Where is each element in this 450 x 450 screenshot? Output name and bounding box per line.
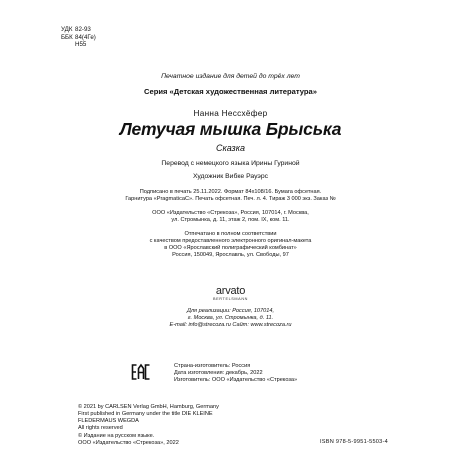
contacts-line: E-mail: info@strecoza.ru Сайт: www.strecoza.ru [169, 322, 292, 328]
imprint-page [58, 0, 403, 450]
arvato-logo-subtext: BERTELSMANN [212, 297, 248, 301]
russian-edition-info: © Издание на русском языке. ООО «Издательство «Стрекоза», 2022 [78, 433, 179, 446]
arvato-logo-text: arvato [215, 285, 246, 297]
eac-mark-icon [131, 363, 151, 381]
classification-codes [61, 26, 96, 49]
author-mark-line: Н55 [75, 41, 87, 49]
series-title: Серия «Детская художественная литература» [143, 87, 317, 96]
maker-info: Страна-изготовитель: Россия Дата изготовления: декабрь, 2022 Изготовитель: ООО «Издательство «Стрекоза» [174, 363, 298, 383]
printer-info: Отпечатано в полном соответствии с качеством предоставленного электронного оригинал-макета в ООО «Ярославский полиграфический комбинат» Россия, 150049, Ярославль, ул. Свободы, 97 [149, 231, 312, 258]
arvato-logo [58, 286, 403, 302]
bbk-line: ББК 84(4Ге) [61, 33, 96, 41]
sales-info: Для реализации: Россия, 107014, г. Москва, ул. Стромынка, д. 11. E-mail: info@strecoza.ru Сайт: www.strecoza.ru [58, 308, 403, 329]
print-edition-note: Печатное издание для детей до трёх лет [161, 73, 300, 80]
book-title: Летучая мышка Брыська [119, 119, 342, 139]
illustrator-credit: Художник Вибке Рауэрс [192, 173, 269, 180]
isbn: ISBN 978-5-9951-5503-4 [320, 439, 389, 445]
translator-credit: Перевод с немецкого языка Ирины Гуриной [161, 160, 300, 167]
author-name: Нанна Нессхёфер [193, 109, 268, 118]
publisher-info: ООО «Издательство «Стрекоза», Россия, 107014, г. Москва, ул. Стромынка, д. 11, этаж 2, пом. IX, ком. 11. [152, 210, 309, 223]
print-info: Подписано в печать 25.11.2022. Формат 84х108/16. Бумага офсетная. Гарнитура «PragmaticaC». Печать офсетная. Печ. л. 4. Тираж 3 000 экз. Заказ № [125, 189, 336, 202]
genre: Сказка [216, 143, 245, 153]
copyright-info: © 2021 by CARLSEN Verlag GmbH, Hamburg, Germany First published in Germany under the title DIE KLEINE FLEDERMAUS WEGDA All rights reserved [78, 404, 219, 431]
udc-line: УДК 82-93 [61, 26, 91, 33]
